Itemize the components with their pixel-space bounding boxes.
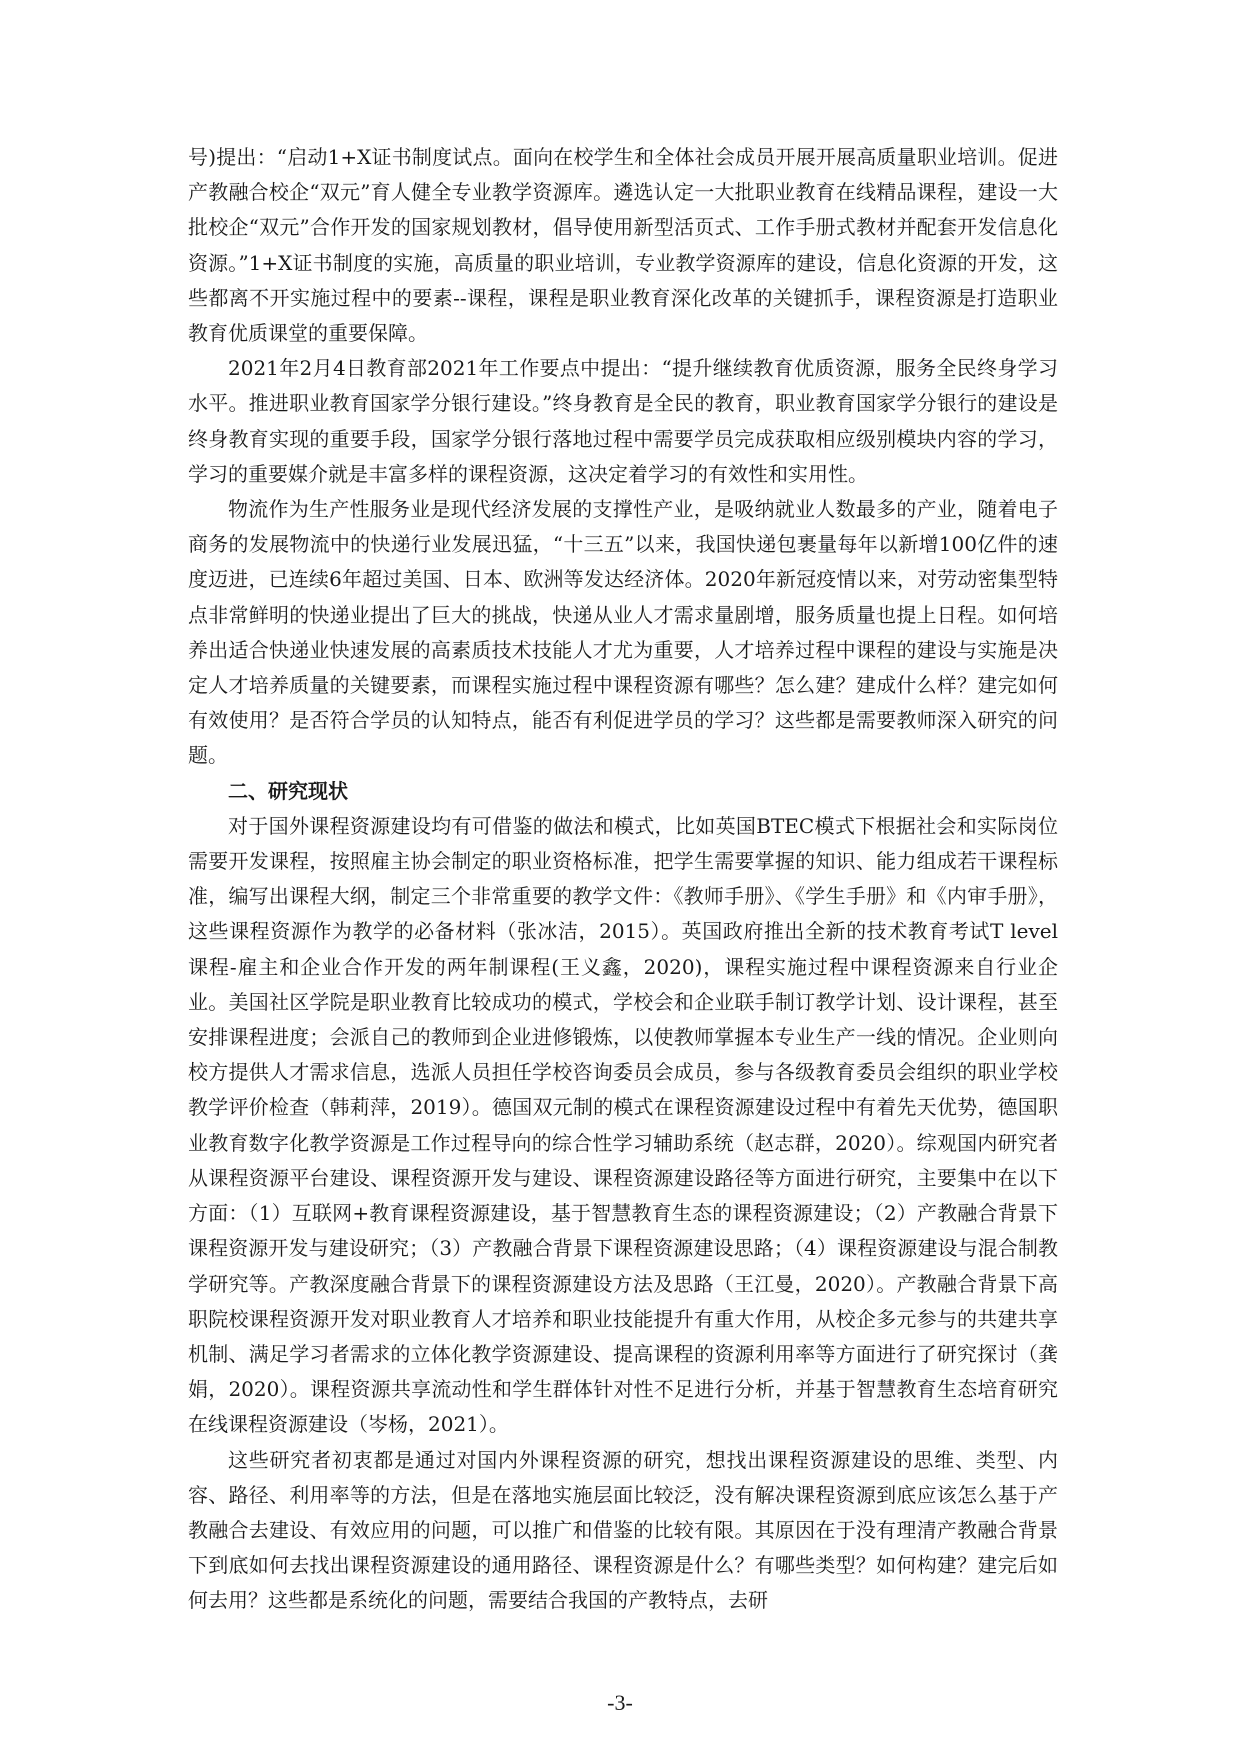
paragraph-1: 号)提出：“启动1+X证书制度试点。面向在校学生和全体社会成员开展开展高质量职业培训。促进产教融合校企“双元”育人健全专业教学资源库。遴选认定一大批职业教育在线精品课程，建设一大批校企“双元”合作开发的国家规划教材，倡导使用新型活页式、工作手册式教材并配套开发信息化资源。”1+X证书制度的实施，高质量的职业培训，专业教学资源库的建设，信息化资源的开发，这些都离不开实施过程中的要素--课程，课程是职业教育深化改革的关键抓手，课程资源是打造职业教育优质课堂的重要保障。 [188,145,1058,346]
section-heading: 二、研究现状 [228,778,348,803]
paragraph-5: 这些研究者初衷都是通过对国内外课程资源的研究，想找出课程资源建设的思维、类型、内容、路径、利用率等的方法，但是在落地实施层面比较泛，没有解决课程资源到底应该怎么基于产教融合去建设、有效应用的问题，可以推广和借鉴的比较有限。其原因在于没有理清产教融合背景下到底如何去找出课程资源建设的通用路径、课程资源是什么？有哪些类型？如何构建？建完后如何去用？这些都是系统化的问题，需要结合我国的产教特点，去研 [188,1447,1058,1613]
page-number: -3- [607,1690,633,1715]
paragraph-3: 物流作为生产性服务业是现代经济发展的支撑性产业，是吸纳就业人数最多的产业，随着电子商务的发展物流中的快递行业发展迅猛，“十三五”以来，我国快递包裹量每年以新增100亿件的速度迈进，已连续6年超过美国、日本、欧洲等发达经济体。2020年新冠疫情以来，对劳动密集型特点非常鲜明的快递业提出了巨大的挑战，快递从业人才需求量剧增，服务质量也提上日程。如何培养出适合快递业快速发展的高素质技术技能人才尤为重要，人才培养过程中课程的建设与实施是决定人才培养质量的关键要素，而课程实施过程中课程资源有哪些？怎么建？建成什么样？建完如何有效使用？是否符合学员的认知特点，能否有利促进学员的学习？这些都是需要教师深入研究的问题。 [188,497,1058,768]
paragraph-2: 2021年2月4日教育部2021年工作要点中提出：“提升继续教育优质资源，服务全民终身学习水平。推进职业教育国家学分银行建设。”终身教育是全民的教育，职业教育国家学分银行的建设是终身教育实现的重要手段，国家学分银行落地过程中需要学员完成获取相应级别模块内容的学习，学习的重要媒介就是丰富多样的课程资源，这决定着学习的有效性和实用性。 [188,356,1058,486]
paragraph-4: 对于国外课程资源建设均有可借鉴的做法和模式，比如英国BTEC模式下根据社会和实际岗位需要开发课程，按照雇主协会制定的职业资格标准，把学生需要掌握的知识、能力组成若干课程标准，编写出课程大纲，制定三个非常重要的教学文件：《教师手册》、《学生手册》和《内审手册》，这些课程资源作为教学的必备材料（张冰洁，2015）。英国政府推出全新的技术教育考试T level 课程-雇主和企业合作开发的两年制课程(王义鑫，2020)，课程实施过程中课程资源来自行业企业。美国社区学院是职业教育比较成功的模式，学校会和企业联手制订教学计划、设计课程，甚至安排课程进度；会派自己的教师到企业进修锻炼，以使教师掌握本专业生产一线的情况。企业则向校方提供人才需求信息，选派人员担任学校咨询委员会成员，参与各级教育委员会组织的职业学校教学评价检查（韩莉萍，2019）。德国双元制的模式在课程资源建设过程中有着先天优势，德国职业教育数字化教学资源是工作过程导向的综合性学习辅助系统（赵志群，2020）。综观国内研究者从课程资源平台建设、课程资源开发与建设、课程资源建设路径等方面进行研究，主要集中在以下方面：（1）互联网+教育课程资源建设，基于智慧教育生态的课程资源建设；（2）产教融合背景下课程资源开发与建设研究；（3）产教融合背景下课程资源建设思路；（4）课程资源建设与混合制教学研究等。产教深度融合背景下的课程资源建设方法及思路（王江曼，2020）。产教融合背景下高职院校课程资源开发对职业教育人才培养和职业技能提升有重大作用，从校企多元参与的共建共享机制、满足学习者需求的立体化教学资源建设、提高课程的资源利用率等方面进行了研究探讨（龚娟，2020）。课程资源共享流动性和学生群体针对性不足进行分析，并基于智慧教育生态培育研究在线课程资源建设（岑杨，2021）。 [188,813,1058,1437]
document-body [188,140,1058,1619]
